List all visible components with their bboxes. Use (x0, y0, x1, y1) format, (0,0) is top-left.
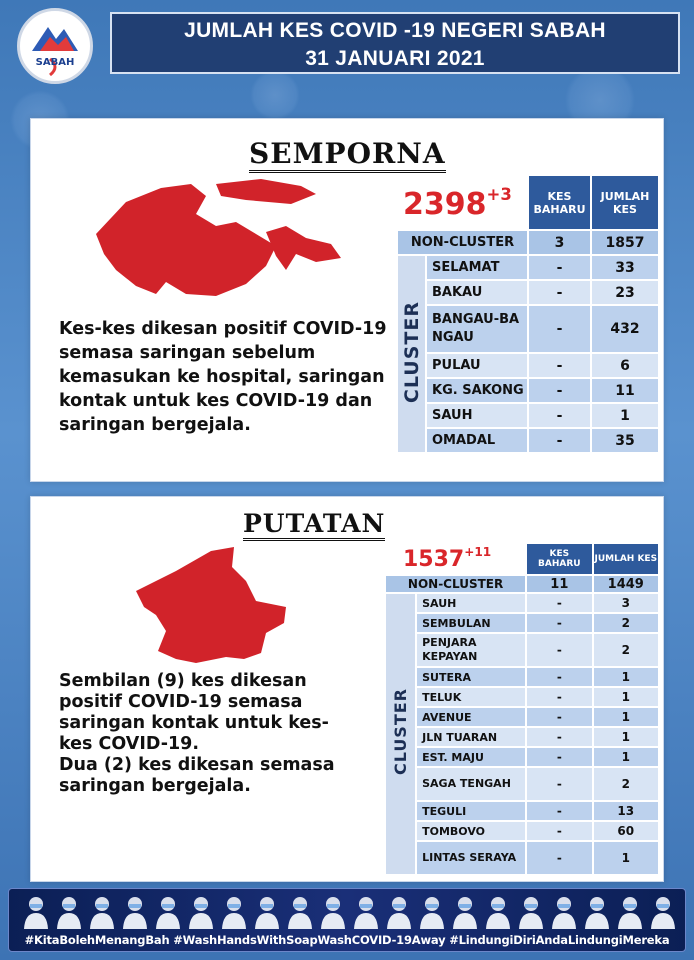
person-icon (584, 895, 610, 929)
cluster-total: 1 (591, 403, 659, 428)
cluster-name: PULAU (426, 353, 528, 378)
cluster-new: - (528, 428, 591, 453)
total-count: 1537 (403, 547, 465, 572)
total-increase: +3 (486, 185, 512, 204)
description-paragraph-2: Dua (2) kes dikesan semasa saringan bergejala. (59, 755, 335, 796)
cluster-new: - (526, 633, 592, 667)
cluster-new: - (528, 378, 591, 403)
cluster-side-label: CLUSTER (397, 255, 426, 453)
total-increase: +11 (464, 545, 492, 559)
person-icon (452, 895, 478, 929)
cluster-new: - (526, 821, 592, 841)
cluster-total: 2 (593, 633, 659, 667)
cluster-name: SEMBULAN (416, 613, 526, 633)
cluster-name: TELUK (416, 687, 526, 707)
cluster-name: BANGAU-BANGAU (426, 305, 528, 353)
page-title (110, 12, 680, 74)
cluster-total: 1 (593, 687, 659, 707)
cluster-total: 23 (591, 280, 659, 305)
table-row (397, 305, 659, 353)
total-count: 2398 (403, 187, 487, 222)
district-name: SEMPORNA (249, 137, 446, 173)
cluster-name: LINTAS SERAYA (416, 841, 526, 875)
cluster-total: 60 (593, 821, 659, 841)
person-icon (320, 895, 346, 929)
table-row (397, 378, 659, 403)
cluster-new: - (526, 747, 592, 767)
cluster-name: SELAMAT (426, 255, 528, 280)
cluster-total: 33 (591, 255, 659, 280)
cluster-name: JLN TUARAN (416, 727, 526, 747)
non-cluster-total: 1449 (593, 575, 659, 593)
non-cluster-label: NON-CLUSTER (397, 230, 528, 255)
person-icon (419, 895, 445, 929)
table-row (385, 707, 659, 727)
district-name: PUTATAN (243, 509, 385, 541)
col-header-new: KES BAHARU (526, 543, 592, 575)
cluster-new: - (526, 707, 592, 727)
jkn-sabah-logo (17, 8, 93, 84)
title-line-1: JUMLAH KES COVID -19 NEGERI SABAH (184, 19, 606, 42)
cluster-total: 1 (593, 707, 659, 727)
table-row (385, 593, 659, 613)
non-cluster-new: 3 (528, 230, 591, 255)
cluster-name: SUTERA (416, 667, 526, 687)
cluster-name: OMADAL (426, 428, 528, 453)
cluster-total: 2 (593, 767, 659, 801)
cluster-new: - (526, 767, 592, 801)
table-row (397, 353, 659, 378)
cluster-new: - (526, 727, 592, 747)
person-icon (221, 895, 247, 929)
person-icon (617, 895, 643, 929)
cluster-total: 11 (591, 378, 659, 403)
non-cluster-total: 1857 (591, 230, 659, 255)
cluster-total: 2 (593, 613, 659, 633)
person-icon (551, 895, 577, 929)
cluster-total: 13 (593, 801, 659, 821)
semporna-table (397, 175, 659, 453)
footer-hashtags: #KitaBolehMenangBah #WashHandsWithSoapWashCOVID-19Away #LindungiDiriAndaLindungiMereka (24, 933, 670, 947)
virus-decoration (250, 70, 300, 120)
cluster-total: 1 (593, 667, 659, 687)
cluster-side-label: CLUSTER (385, 593, 416, 875)
description-paragraph-1: Sembilan (9) kes dikesan positif COVID-19 semasa saringan kontak untuk kes-kes COVID-19. (59, 671, 329, 754)
cluster-name: SAGA TENGAH (416, 767, 526, 801)
cluster-new: - (526, 667, 592, 687)
cluster-total: 432 (591, 305, 659, 353)
putatan-table (385, 543, 659, 875)
table-row (397, 403, 659, 428)
cluster-name: EST. MAJU (416, 747, 526, 767)
semporna-description: Kes-kes dikesan positif COVID-19 semasa saringan sebelum kemasukan ke hospital, saringan kontak untuk kes COVID-19 dan saringan bergejala. (59, 319, 387, 435)
footer-banner (8, 888, 686, 952)
table-row (385, 801, 659, 821)
person-icon (287, 895, 313, 929)
cluster-new: - (526, 593, 592, 613)
cluster-total: 1 (593, 841, 659, 875)
cluster-name: TOMBOVO (416, 821, 526, 841)
semporna-panel (30, 118, 664, 482)
cluster-new: - (526, 801, 592, 821)
logo-text: SABAH (35, 57, 75, 68)
table-row (385, 727, 659, 747)
cluster-new: - (528, 353, 591, 378)
col-header-total: JUMLAH KES (593, 543, 659, 575)
table-row (385, 821, 659, 841)
person-icon (650, 895, 676, 929)
person-icon (89, 895, 115, 929)
person-icon (518, 895, 544, 929)
table-row (385, 613, 659, 633)
cluster-total: 6 (591, 353, 659, 378)
cluster-new: - (528, 305, 591, 353)
table-row (397, 280, 659, 305)
table-row (385, 747, 659, 767)
cluster-total: 1 (593, 727, 659, 747)
putatan-description (59, 671, 359, 797)
cluster-name: TEGULI (416, 801, 526, 821)
person-icon (23, 895, 49, 929)
putatan-panel (30, 496, 664, 882)
person-icon (386, 895, 412, 929)
cluster-new: - (526, 613, 592, 633)
cluster-name: KG. SAKONG (426, 378, 528, 403)
semporna-map-icon (86, 174, 346, 314)
cluster-name: SAUH (416, 593, 526, 613)
person-icon (122, 895, 148, 929)
cluster-total: 1 (593, 747, 659, 767)
person-icon (155, 895, 181, 929)
non-cluster-new: 11 (526, 575, 592, 593)
cluster-name: SAUH (426, 403, 528, 428)
cluster-new: - (526, 687, 592, 707)
table-row (385, 841, 659, 875)
table-row (385, 667, 659, 687)
col-header-new: KES BAHARU (528, 175, 591, 230)
table-row (385, 633, 659, 667)
table-row (385, 767, 659, 801)
person-icon (188, 895, 214, 929)
cluster-name: BAKAU (426, 280, 528, 305)
person-icon (353, 895, 379, 929)
cluster-new: - (526, 841, 592, 875)
person-icon (56, 895, 82, 929)
cluster-new: - (528, 280, 591, 305)
col-header-total: JUMLAH KES (591, 175, 659, 230)
title-date: 31 JANUARI 2021 (305, 47, 485, 70)
cluster-name: PENJARA KEPAYAN (416, 633, 526, 667)
logo-emblem-icon (20, 11, 90, 81)
cluster-new: - (528, 403, 591, 428)
cluster-new: - (528, 255, 591, 280)
table-row (397, 255, 659, 280)
table-row (385, 687, 659, 707)
cluster-total: 3 (593, 593, 659, 613)
person-icon (485, 895, 511, 929)
person-icon (254, 895, 280, 929)
table-row (397, 428, 659, 453)
putatan-map-icon (116, 541, 296, 671)
cluster-total: 35 (591, 428, 659, 453)
non-cluster-label: NON-CLUSTER (385, 575, 526, 593)
cluster-name: AVENUE (416, 707, 526, 727)
